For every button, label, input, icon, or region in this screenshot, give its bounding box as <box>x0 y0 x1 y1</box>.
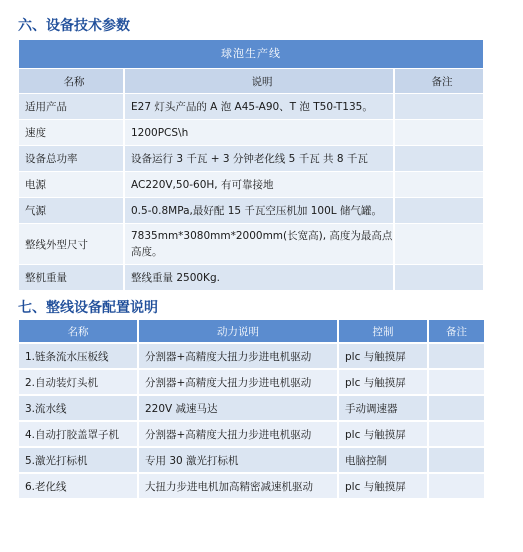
equipment-control: plc 与触摸屏 <box>339 474 427 498</box>
equipment-control: plc 与触摸屏 <box>339 422 427 446</box>
param-desc: 设备运行 3 千瓦 + 3 分钟老化线 5 千瓦 共 8 千瓦 <box>123 146 393 171</box>
table-header-row <box>19 320 484 342</box>
equipment-name: 5.激光打标机 <box>19 448 137 472</box>
table-row <box>19 474 484 498</box>
param-desc: E27 灯头产品的 A 泡 A45-A90、T 泡 T50-T135。 <box>123 94 393 119</box>
equipment-note <box>429 448 484 472</box>
param-name: 适用产品 <box>25 101 67 113</box>
table-row <box>19 344 484 368</box>
equipment-note <box>429 344 484 368</box>
param-note <box>393 172 483 197</box>
equipment-config-table <box>19 320 484 500</box>
header-name: 名称 <box>19 320 137 342</box>
equipment-power: 大扭力步进电机加高精密减速机驱动 <box>139 474 337 498</box>
equipment-power: 220V 减速马达 <box>139 396 337 420</box>
section-6-heading: 六、设备技术参数 <box>18 18 130 34</box>
param-name: 速度 <box>25 127 46 139</box>
param-desc: 0.5-0.8MPa,最好配 15 千瓦空压机加 100L 储气罐。 <box>123 198 393 223</box>
header-name: 名称 <box>63 75 85 88</box>
equipment-control: 电脑控制 <box>339 448 427 472</box>
equipment-power: 分割器+高精度大扭力步进电机驱动 <box>139 422 337 446</box>
equipment-note <box>429 370 484 394</box>
table-row <box>19 93 483 119</box>
equipment-name: 2.自动装灯头机 <box>19 370 137 394</box>
table-header-row <box>19 68 483 93</box>
equipment-power: 分割器+高精度大扭力步进电机驱动 <box>139 370 337 394</box>
header-power: 动力说明 <box>139 320 337 342</box>
table-row <box>19 145 483 171</box>
equipment-control: 手动调速器 <box>339 396 427 420</box>
equipment-note <box>429 474 484 498</box>
equipment-power: 分割器+高精度大扭力步进电机驱动 <box>139 344 337 368</box>
equipment-name: 6.老化线 <box>19 474 137 498</box>
table-row <box>19 223 483 264</box>
equipment-name: 3.流水线 <box>19 396 137 420</box>
header-note: 备注 <box>393 69 483 93</box>
param-name: 电源 <box>25 179 46 191</box>
param-desc: 整线重量 2500Kg. <box>123 265 393 290</box>
param-name: 整线外型尺寸 <box>25 238 88 251</box>
equipment-power: 专用 30 激光打标机 <box>139 448 337 472</box>
table-row <box>19 171 483 197</box>
param-note <box>393 265 483 290</box>
header-note: 备注 <box>429 320 484 342</box>
equipment-name: 4.自动打胶盖罩子机 <box>19 422 137 446</box>
equipment-control: plc 与触摸屏 <box>339 370 427 394</box>
param-name: 气源 <box>25 205 46 217</box>
param-note <box>393 94 483 119</box>
equipment-name: 1.链条流水压板线 <box>19 344 137 368</box>
section-7-heading: 七、整线设备配置说明 <box>18 300 158 316</box>
table-row <box>19 264 483 290</box>
param-desc: AC220V,50-60H, 有可靠接地 <box>123 172 393 197</box>
header-control: 控制 <box>339 320 427 342</box>
param-desc: 1200PCS\h <box>123 120 393 145</box>
param-note <box>393 198 483 223</box>
equipment-note <box>429 422 484 446</box>
table-row <box>19 448 484 472</box>
table-row <box>19 370 484 394</box>
table-row <box>19 396 484 420</box>
param-note <box>393 224 483 264</box>
equipment-control: plc 与触摸屏 <box>339 344 427 368</box>
header-desc: 说明 <box>123 69 393 93</box>
table-row <box>19 422 484 446</box>
param-note <box>393 146 483 171</box>
table-row <box>19 119 483 145</box>
param-name: 设备总功率 <box>25 153 78 165</box>
param-desc: 7835mm*3080mm*2000mm(长宽高), 高度为最高点高度。 <box>123 224 393 264</box>
param-name: 整机重量 <box>25 272 67 284</box>
table-title: 球泡生产线 <box>19 40 483 68</box>
equipment-note <box>429 396 484 420</box>
tech-params-table <box>19 40 483 290</box>
param-note <box>393 120 483 145</box>
table-row <box>19 197 483 223</box>
